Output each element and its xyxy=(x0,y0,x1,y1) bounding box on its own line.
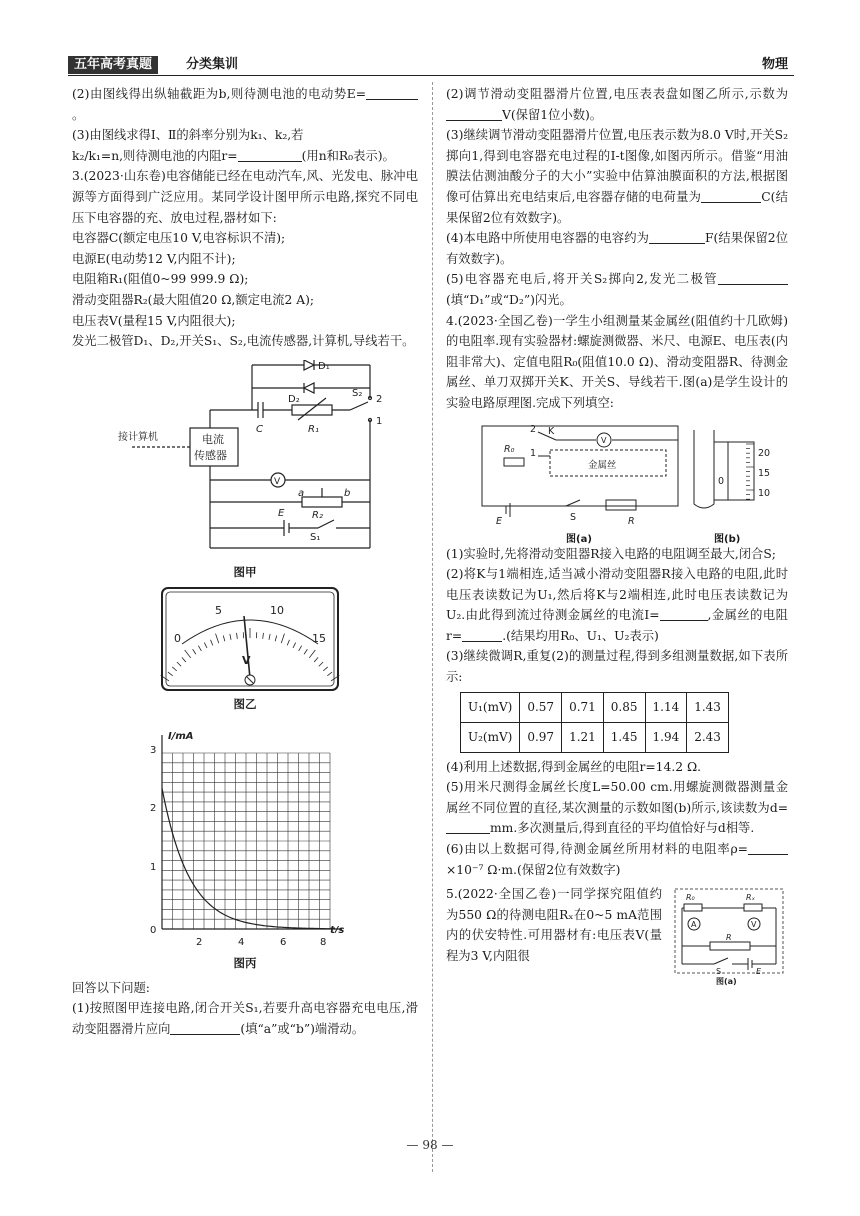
micrometer-zero: 0 xyxy=(718,475,725,487)
circuit-figure-a xyxy=(72,360,418,560)
label-R2: R₂ xyxy=(312,509,323,521)
question-5-head: 5.(2022·全国乙卷)一同学探究阻值约为550 Ω的待测电阻Rₓ在0~5 mA范围内的伏安特性.可用器材有:电压表V(量程为3 V,内阻很 xyxy=(446,887,662,963)
table-cell: 0.57 xyxy=(520,692,562,722)
micrometer-tick: 20 xyxy=(758,447,771,459)
label-S2: S₂ xyxy=(352,387,363,399)
label-E: E xyxy=(756,967,762,977)
label-1: 1 xyxy=(530,447,537,459)
answer-blank[interactable] xyxy=(718,272,788,285)
caption-fig-c: 图丙 xyxy=(233,955,257,970)
material-item: 滑动变阻器R₂(最大阻值20 Ω,额定电流2 A); xyxy=(72,292,315,307)
question-3-part1: (1)按照图甲连接电路,闭合开关S₁,若要升高电容器充电电压,滑动变阻器滑片应向 (填“a”或“b”)端滑动。 xyxy=(72,1001,418,1036)
column-divider xyxy=(432,82,433,1172)
caption-fig-b: 图乙 xyxy=(233,697,257,712)
question-2-part3: (3)由图线求得Ⅰ、Ⅱ的斜率分别为k₁、k₂,若 xyxy=(72,128,304,143)
answer-blank[interactable] xyxy=(660,608,708,621)
material-item: 电压表V(量程15 V,内阻很大); xyxy=(72,313,236,328)
voltmeter-dial-figure xyxy=(72,586,418,694)
y-tick: 1 xyxy=(150,861,157,873)
label-wire: 金属丝 xyxy=(588,459,617,471)
label-C: C xyxy=(256,423,263,435)
question-5-block xyxy=(446,884,788,994)
caption-fig5: 图(a) xyxy=(716,977,737,987)
label-E: E xyxy=(278,507,285,519)
question-2-part2: (2)由图线得出纵轴截距为b,则待测电池的电动势E=。 xyxy=(72,84,418,125)
data-table xyxy=(460,692,729,753)
table-cell: 1.21 xyxy=(562,722,604,752)
table-cell: 1.45 xyxy=(603,722,645,752)
x-tick: 8 xyxy=(320,936,327,948)
label-K: K xyxy=(548,425,555,437)
table-cell: 2.43 xyxy=(687,722,729,752)
answer-blank[interactable] xyxy=(446,821,490,834)
label-2: 2 xyxy=(376,393,383,405)
question-4-step3: (3)继续微调R,重复(2)的测量过程,得到多组测量数据,如下表所示: xyxy=(446,649,788,685)
material-item: 电源E(电动势12 V,内阻不计); xyxy=(72,251,236,266)
x-tick: 6 xyxy=(280,936,287,948)
question-4-step4: (4)利用上述数据,得到金属丝的电阻r=14.2 Ω. xyxy=(446,759,702,774)
page-number: — 98 — xyxy=(406,1138,454,1152)
question-4-step1: (1)实验时,先将滑动变阻器R接入电路的电阻调至最大,闭合S; xyxy=(446,546,776,561)
circuit-figure-5 xyxy=(674,888,784,986)
label-sensor: 传感器 xyxy=(194,448,227,462)
page-header xyxy=(68,56,794,76)
answer-prompt: 回答以下问题: xyxy=(72,980,150,995)
x-axis-label: t/s xyxy=(330,924,345,933)
label-S: S xyxy=(716,967,722,977)
label-R0: R₀ xyxy=(504,443,515,455)
label-R1: R₁ xyxy=(308,423,319,435)
label-computer: 接计算机 xyxy=(118,431,158,443)
y-tick: 0 xyxy=(150,924,157,933)
table-cell: 0.85 xyxy=(603,692,645,722)
label-current: 电流 xyxy=(202,432,224,446)
question-3-head: 3.(2023·山东卷)电容储能已经在电动汽车,风、光发电、脉冲电源等方面得到广泛应用。某同学设计图甲所示电路,探究不同电压下电容器的充、放电过程,器材如下: xyxy=(72,169,418,225)
question-3-part4: (4)本电路中所使用电容器的电容约为 F(结果保留2位有效数字)。 xyxy=(446,231,788,266)
material-item: 电容器C(额定电压10 V,电容标识不清); xyxy=(72,231,286,246)
question-3-part5: (5)电容器充电后,将开关S₂掷向2,发光二极管(填“D₁”或“D₂”)闪光。 xyxy=(446,269,788,310)
material-item: 电阻箱R₁(阻值0~99 999.9 Ω); xyxy=(72,272,249,287)
caption-fig-a: 图甲 xyxy=(233,564,257,579)
question-4-step2: (2)将K与1端相连,适当减小滑动变阻器R接入电路的电阻,此时电压表读数记为U₁,然后将K与2端相连,此时电压表读数记为U₂.由此得到流过待测金属丝的电流I= ,金属丝的电阻r= .(结果均用R₀、U₁、U₂表示) xyxy=(446,567,788,643)
answer-blank[interactable] xyxy=(748,842,788,855)
x-ticks-row xyxy=(72,933,418,947)
series-subtag: 分类集训 xyxy=(186,57,239,72)
question-3-part2: (2)调节滑动变阻器滑片位置,电压表表盘如图乙所示,示数为V(保留1位小数)。 xyxy=(446,87,788,122)
y-tick: 2 xyxy=(150,802,157,814)
series-tag: 五年高考真题 xyxy=(68,56,158,74)
label-S: S xyxy=(570,511,577,523)
question-4-step6: (6)由以上数据可得,待测金属丝所用材料的电阻率ρ=×10⁻⁷ Ω·m.(保留2位有效数字) xyxy=(446,839,788,880)
caption-fig4b: 图(b) xyxy=(714,533,741,545)
label-R: R xyxy=(726,933,732,943)
fig4-captions xyxy=(446,530,788,544)
answer-blank[interactable] xyxy=(446,108,502,121)
table-cell: 0.97 xyxy=(520,722,562,752)
question-2-part3-cont: k₂/k₁=n,则待测电池的内阻r= (用n和R₀表示)。 xyxy=(72,148,395,163)
table-cell: 0.71 xyxy=(562,692,604,722)
answer-blank[interactable] xyxy=(701,190,761,203)
label-1: 1 xyxy=(376,415,383,427)
dial-tick-15: 15 xyxy=(312,632,326,646)
dial-tick-0: 0 xyxy=(174,632,181,646)
micrometer-tick: 10 xyxy=(758,487,771,499)
label-a: a xyxy=(298,487,305,499)
label-V: V xyxy=(751,920,757,930)
dial-tick-5: 5 xyxy=(215,604,222,618)
question-3-part3: (3)继续调节滑动变阻器滑片位置,电压表示数为8.0 V时,开关S₂掷向1,得到电容器充电过程的I-t图像,如图丙所示。借鉴“用油膜法估测油酸分子的大小”实验中估算油膜面积的方法,根据图像可估算出充电结束后,电容器存储的电荷量为 C(结果保留2位有效数字)。 xyxy=(446,128,788,225)
table-cell: 1.14 xyxy=(645,692,687,722)
left-column xyxy=(72,84,418,1039)
table-cell: 1.43 xyxy=(687,692,729,722)
table-row xyxy=(461,692,729,722)
question-4-head: 4.(2023·全国乙卷)一学生小组测量某金属丝(阻值约十几欧姆)的电阻率.现有实验器材:螺旋测微器、米尺、电源E、电压表(内阻非常大)、定值电阻R₀(阻值10.0 Ω)、滑动变阻器R、待测金属丝、单刀双掷开关K、开关S、导线若干.图(a)是学生设计的实验电路原理图.完成下列填空: xyxy=(446,313,788,410)
label-A: A xyxy=(691,920,697,930)
question-4-step5: (5)用米尺测得金属丝长度L=50.00 cm.用螺旋测微器测量金属丝不同位置的直径,某次测量的示数如图(b)所示,该读数为d=mm.多次测量后,得到直径的平均值恰好与d相等. xyxy=(446,780,788,836)
label-R: R xyxy=(628,515,635,527)
label-2: 2 xyxy=(530,423,537,435)
row-header: U₁(mV) xyxy=(461,692,520,722)
material-item: 发光二极管D₁、D₂,开关S₁、S₂,电流传感器,计算机,导线若干。 xyxy=(72,334,415,349)
x-tick: 2 xyxy=(196,936,203,948)
caption-fig4a: 图(a) xyxy=(566,533,592,545)
label-R0: R₀ xyxy=(686,893,695,903)
answer-blank[interactable] xyxy=(238,149,302,162)
right-column xyxy=(446,84,788,994)
subject-label: 物理 xyxy=(761,57,788,72)
answer-blank[interactable] xyxy=(462,629,502,642)
answer-blank[interactable] xyxy=(366,87,418,100)
label-D1: D₁ xyxy=(318,360,330,372)
dial-tick-10: 10 xyxy=(270,604,284,618)
x-tick: 4 xyxy=(238,936,245,948)
row-header: U₂(mV) xyxy=(461,722,520,752)
answer-blank[interactable] xyxy=(649,231,705,244)
label-V: V xyxy=(601,435,607,445)
label-b: b xyxy=(344,487,351,499)
label-Rx: Rₓ xyxy=(746,893,756,903)
label-V: V xyxy=(274,476,281,487)
label-D2: D₂ xyxy=(288,393,300,405)
circuit-figure-4 xyxy=(446,420,788,530)
answer-blank[interactable] xyxy=(170,1022,240,1035)
dial-unit: V xyxy=(242,654,251,668)
label-S1: S₁ xyxy=(310,531,321,543)
micrometer-tick: 15 xyxy=(758,467,771,479)
y-tick: 3 xyxy=(150,744,157,756)
y-axis-label: I/mA xyxy=(168,730,194,742)
table-row xyxy=(461,722,729,752)
charge-curve-figure xyxy=(72,723,418,933)
label-E: E xyxy=(496,515,503,527)
table-cell: 1.94 xyxy=(645,722,687,752)
